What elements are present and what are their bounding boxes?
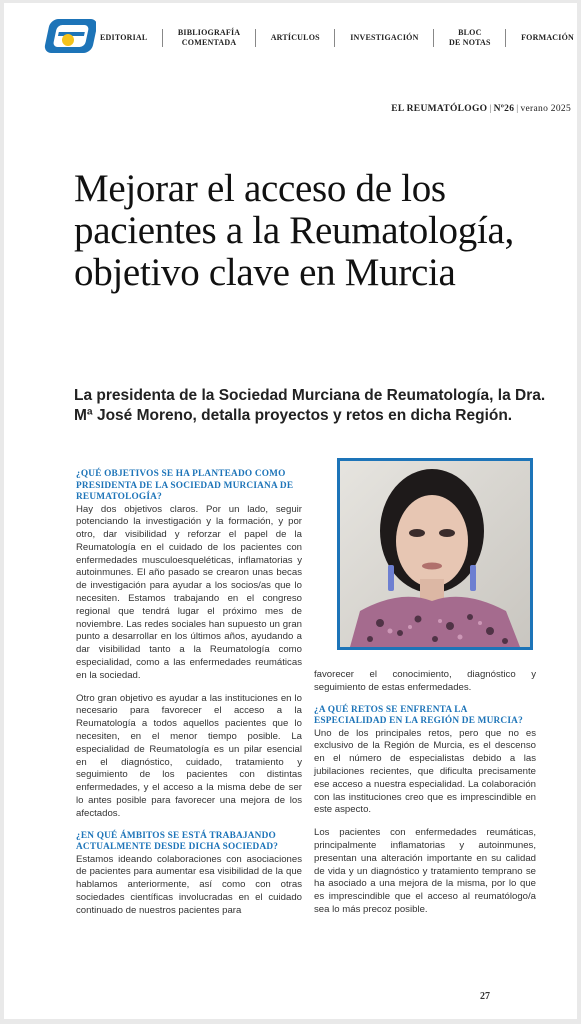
nav-editorial[interactable]: EDITORIAL <box>100 33 148 42</box>
publication-name: EL REUMATÓLOGO <box>391 104 488 114</box>
nav-articulos[interactable]: ARTÍCULOS <box>270 33 320 42</box>
portrait-photo <box>337 458 533 650</box>
article-column-right <box>314 669 536 927</box>
nav-bloc-de-notas[interactable]: BLOC DE NOTAS <box>449 28 491 47</box>
paragraph: favorecer el conocimiento, diagnóstico y seguimiento de estas enfermedades. <box>314 669 536 693</box>
nav-divider <box>505 29 506 47</box>
article-headline: Mejorar el acceso de los pacientes a la Reumatología, objetivo clave en Murcia <box>74 167 514 294</box>
nav-divider <box>433 29 434 47</box>
article-lede: La presidenta de la Sociedad Murciana de Reumatología, la Dra. Mª José Moreno, detalla proyectos y retos en dicha Región. <box>74 387 546 424</box>
paragraph: Hay dos objetivos claros. Por un lado, seguir potenciando la investigación y la formación, y por otro, dar visibilidad y reforzar el papel de la Reumatología en el cuidado de los pacientes con enfermedades musculoesqueléticas, inflamatorias y autoinmunes. El año pasado se crearon unas becas de investigación para ayudar a los socios/as que lo necesiten. Estamos trabajando en el congreso regional que tendrá lugar el próximo mes de noviembre. Las redes sociales han supuesto un gran punto a desarrollar en los últimos años, ayudando a dar visibilidad tanto a la Reumatología como especialidad, como a las enfermedades reumáticas en la sociedad. <box>76 503 302 681</box>
question-heading: ¿QUÉ OBJETIVOS SE HA PLANTEADO COMO PRESIDENTA DE LA SOCIEDAD MURCIANA DE REUMATOLOGÍA? <box>76 469 294 502</box>
paragraph: Estamos ideando colaboraciones con asociaciones de pacientes para aumentar esa visibilidad de la que hablamos anteriormente, así como con otras sociedades científicas involucradas en el cuidado continuado de nuestros pacientes para <box>76 853 302 916</box>
question-heading: ¿A QUÉ RETOS SE ENFRENTA LA ESPECIALIDAD EN LA REGIÓN DE MURCIA? <box>314 704 523 727</box>
issue-number: Nº26 <box>493 104 515 114</box>
magazine-page <box>4 3 577 1019</box>
paragraph: Uno de los principales retos, pero que no es exclusivo de la Región de Murcia, es el descenso en el número de especialistas debido a las jubilaciones recientes, que dificulta precisamente ese acceso a nuestra especialidad. La colaboración con las instituciones creo que es imprescindible en este aspecto. <box>314 727 536 816</box>
nav-formacion[interactable]: FORMACIÓN <box>521 33 574 42</box>
article-column-left <box>76 469 302 928</box>
paragraph: Los pacientes con enfermedades reumáticas, principalmente inflamatorias y autoinmunes, presentan una alteración importante en su calidad de vida y un diagnóstico y tratamiento temprano se ha asociado a una mejora de la misma, por lo que es imprescindible que el acceso al reumatólogo/a sea lo más precoz posible. <box>314 827 536 915</box>
nav-bibliografia[interactable]: BIBLIOGRAFÍA COMENTADA <box>177 28 241 47</box>
page-number: 27 <box>480 991 490 1002</box>
nav-divider <box>334 29 335 47</box>
society-logo-icon[interactable] <box>42 17 96 55</box>
issue-season: verano 2025 <box>520 104 571 114</box>
nav-divider <box>255 29 256 47</box>
section-nav <box>100 21 574 55</box>
issue-line: EL REUMATÓLOGO | Nº26 | verano 2025 <box>391 104 571 114</box>
nav-divider <box>162 29 163 47</box>
paragraph: Otro gran objetivo es ayudar a las instituciones en lo necesario para favorecer el acceso a la Reumatología a todos aquellos pacientes que lo necesiten, en el menor tiempo posible. La especialidad de Reumatología es un pilar esencial en el diagnóstico, cuidado, tratamiento y seguimiento de los pacientes con distintas enfermedades, y el acceso a la misma debe de ser lo antes posible para favorecer una mejora de los afectados. <box>76 692 302 819</box>
nav-investigacion[interactable]: INVESTIGACIÓN <box>350 33 419 42</box>
question-heading: ¿EN QUÉ ÁMBITOS SE ESTÁ TRABAJANDO ACTUALMENTE DESDE DICHA SOCIEDAD? <box>76 830 279 853</box>
